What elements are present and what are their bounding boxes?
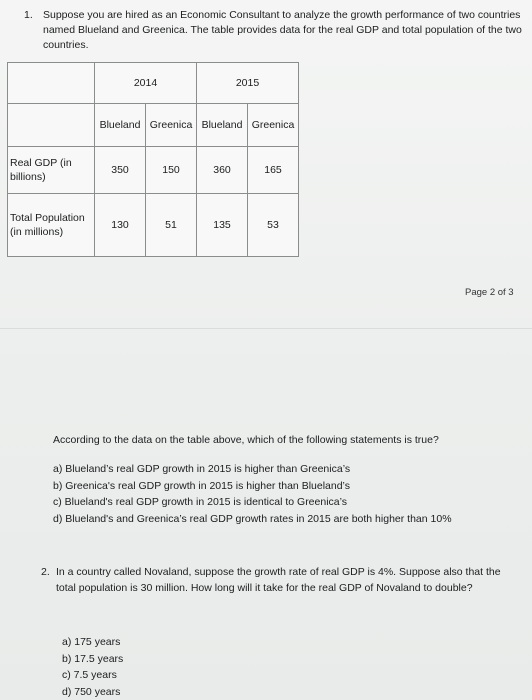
option-a[interactable]: a) Blueland’s real GDP growth in 2015 is higher than Greenica’s xyxy=(53,463,351,475)
table-country-row xyxy=(8,104,299,147)
table-empty-cell xyxy=(8,104,95,147)
country-header-blueland-2014: Blueland xyxy=(95,104,146,147)
page-divider xyxy=(0,328,532,329)
question-2 xyxy=(41,564,523,596)
row-label-total-population: Total Population (in millions) xyxy=(8,194,95,257)
mc-question-options xyxy=(53,461,523,527)
question-1 xyxy=(24,8,524,53)
table-cell: 165 xyxy=(248,147,299,194)
question-2-text: In a country called Novaland, suppose the growth rate of real GDP is 4%. Suppose also that the total population is 30 million. How long will it take for the real GDP of Novaland to double? xyxy=(56,566,501,594)
table-cell: 360 xyxy=(197,147,248,194)
table-cell: 51 xyxy=(146,194,197,257)
country-header-blueland-2015: Blueland xyxy=(197,104,248,147)
country-header-greenica-2014: Greenica xyxy=(146,104,197,147)
mc-question-text: According to the data on the table above, which of the following statements is true? xyxy=(53,434,439,446)
table-row xyxy=(8,147,299,194)
table-corner-cell xyxy=(8,63,95,104)
option-d[interactable]: d) 750 years xyxy=(62,685,121,698)
year-header-2015: 2015 xyxy=(197,63,299,104)
option-a[interactable]: a) 175 years xyxy=(62,636,121,648)
option-d[interactable]: d) Blueland's and Greenica’s real GDP growth rates in 2015 are both higher than 10% xyxy=(53,512,452,525)
option-b[interactable]: b) 17.5 years xyxy=(62,652,124,665)
option-b[interactable]: b) Greenica's real GDP growth in 2015 is higher than Blueland’s xyxy=(53,479,350,492)
question-1-number: 1. xyxy=(24,9,33,21)
table-row xyxy=(8,194,299,257)
table-cell: 130 xyxy=(95,194,146,257)
question-2-options xyxy=(62,634,123,700)
question-2-number: 2. xyxy=(41,566,50,578)
row-label-real-gdp: Real GDP (in billions) xyxy=(8,147,95,194)
table-cell: 53 xyxy=(248,194,299,257)
table-cell: 150 xyxy=(146,147,197,194)
option-c[interactable]: c) 7.5 years xyxy=(62,669,117,681)
question-1-text: Suppose you are hired as an Economic Consultant to analyze the growth performance of two countries named Blueland and Greenica. The table provides data for the real GDP and total population of the two countries. xyxy=(43,9,522,51)
option-c[interactable]: c) Blueland's real GDP growth in 2015 is identical to Greenica’s xyxy=(53,496,348,508)
table-cell: 135 xyxy=(197,194,248,257)
table-year-row xyxy=(8,63,299,104)
year-header-2014: 2014 xyxy=(95,63,197,104)
table-cell: 350 xyxy=(95,147,146,194)
country-header-greenica-2015: Greenica xyxy=(248,104,299,147)
data-table xyxy=(7,62,299,257)
page-number-label: Page 2 of 3 xyxy=(465,287,514,298)
